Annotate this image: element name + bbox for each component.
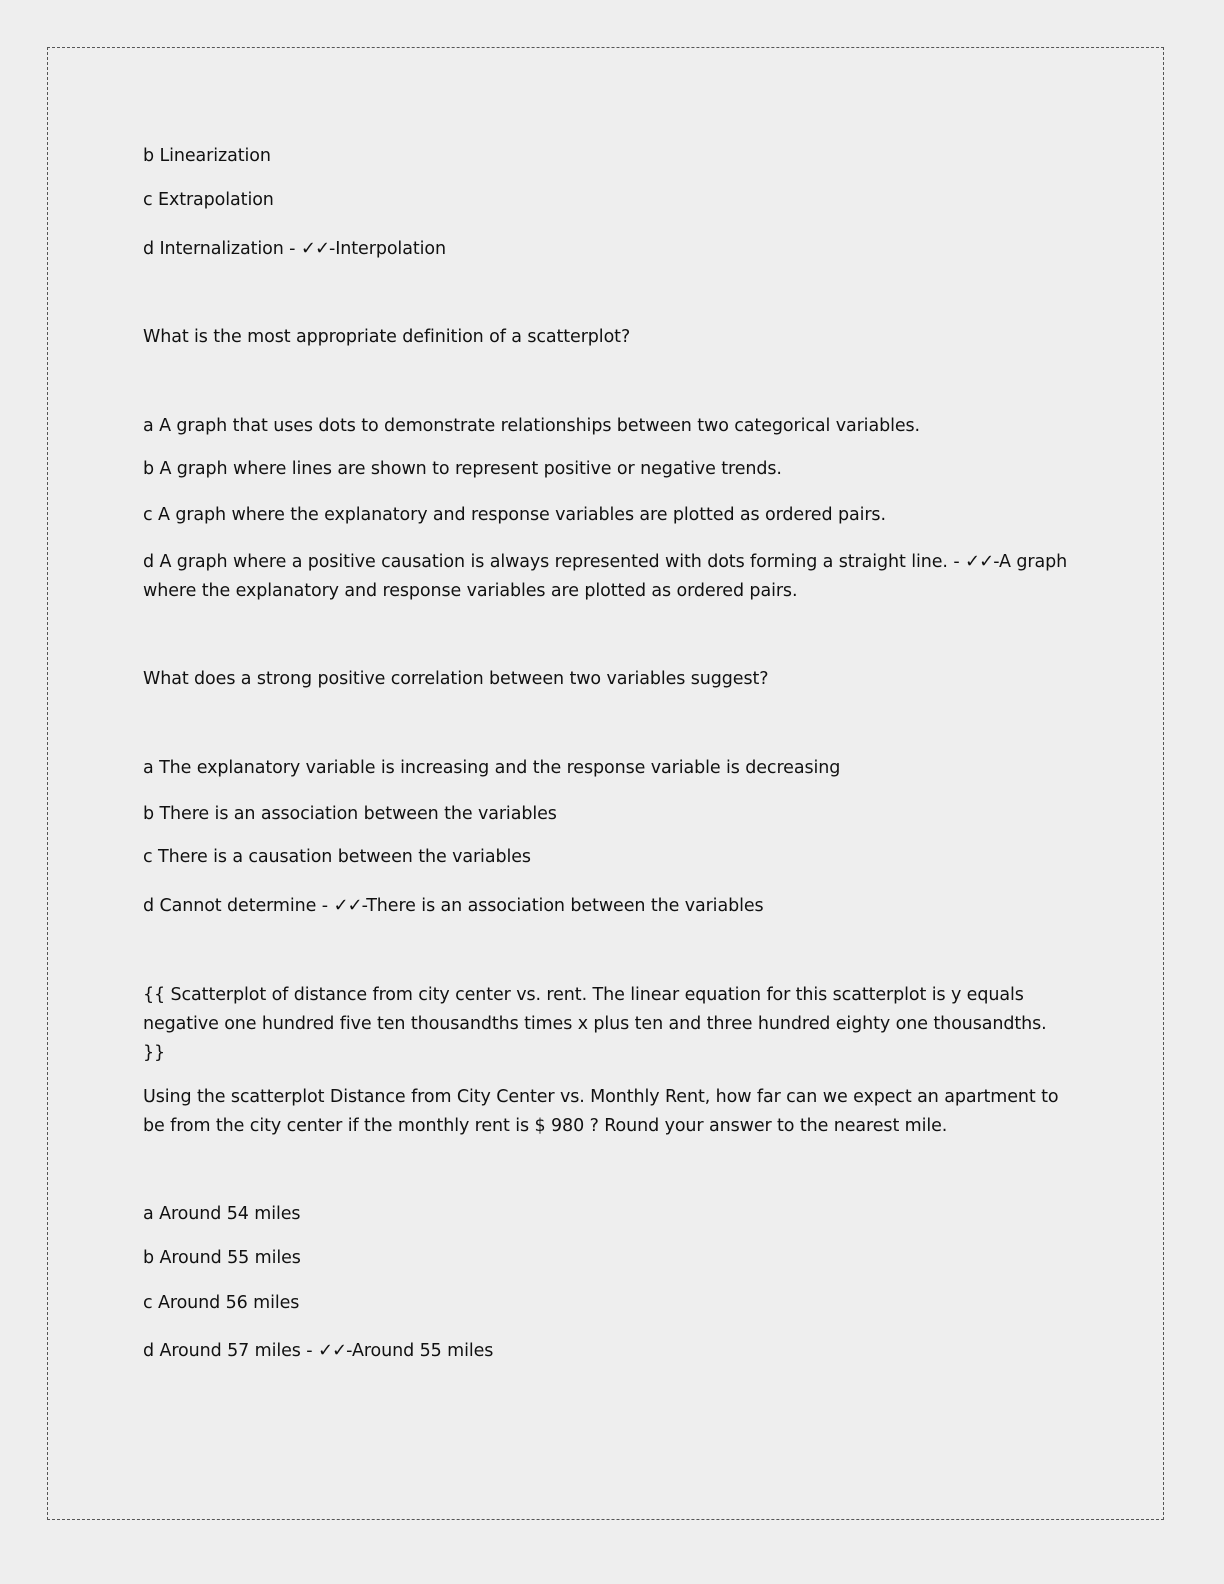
answer-text: -A graph where the explanatory and response variables are plotted as ordered pairs.: [143, 552, 1068, 601]
option-b-linearization: b Linearization: [143, 146, 271, 166]
answer-text: -There is an association between the variables: [361, 896, 764, 916]
answer-line-55-miles: [143, 1336, 1073, 1366]
answer-option-text: d A graph where a positive causation is always represented with dots forming a straight line. -: [143, 552, 966, 572]
scatterplot-description: {{ Scatterplot of distance from city center vs. rent. The linear equation for this scatterplot is y equals negative one hundred five ten thousandths times x plus ten and three hundred eighty one thousandths. }}: [143, 985, 1047, 1063]
question-distance-from-city-center: Using the scatterplot Distance from City Center vs. Monthly Rent, how far can we expect an apartment to be from the city center if the monthly rent is $ 980 ? Round your answer to the nearest mile.: [143, 1087, 1059, 1136]
answer-option-text: d Cannot determine -: [143, 896, 334, 916]
answer-line-association: [143, 891, 1073, 921]
answer-text: -Around 55 miles: [346, 1341, 494, 1361]
option-b-association: b There is an association between the variables: [143, 804, 557, 824]
answer-text: -Interpolation: [329, 239, 446, 259]
checkmark-icon: ✓✓: [965, 551, 994, 572]
answer-line-scatterplot: [143, 547, 1073, 606]
option-c-causation: c There is a causation between the variables: [143, 847, 531, 867]
question-scatterplot-definition: What is the most appropriate definition of a scatterplot?: [143, 327, 631, 347]
option-a-54-miles: a Around 54 miles: [143, 1204, 301, 1224]
answer-option-text: d Around 57 miles -: [143, 1341, 318, 1361]
option-c-extrapolation: c Extrapolation: [143, 190, 274, 210]
option-a-decreasing: a The explanatory variable is increasing and the response variable is decreasing: [143, 758, 841, 778]
checkmark-icon: ✓✓: [317, 1340, 347, 1361]
option-c-ordered-pairs: c A graph where the explanatory and response variables are plotted as ordered pairs.: [143, 505, 886, 525]
option-b-trends: b A graph where lines are shown to represent positive or negative trends.: [143, 459, 782, 479]
answer-line-interpolation: [143, 234, 1073, 264]
question-positive-correlation: What does a strong positive correlation between two variables suggest?: [143, 669, 769, 689]
option-b-55-miles: b Around 55 miles: [143, 1248, 301, 1268]
checkmark-icon: ✓✓: [300, 238, 330, 259]
checkmark-icon: ✓✓: [333, 895, 362, 916]
option-a-categorical: a A graph that uses dots to demonstrate relationships between two categorical variables.: [143, 416, 920, 436]
option-c-56-miles: c Around 56 miles: [143, 1293, 300, 1313]
answer-option-text: d Internalization -: [143, 239, 301, 259]
